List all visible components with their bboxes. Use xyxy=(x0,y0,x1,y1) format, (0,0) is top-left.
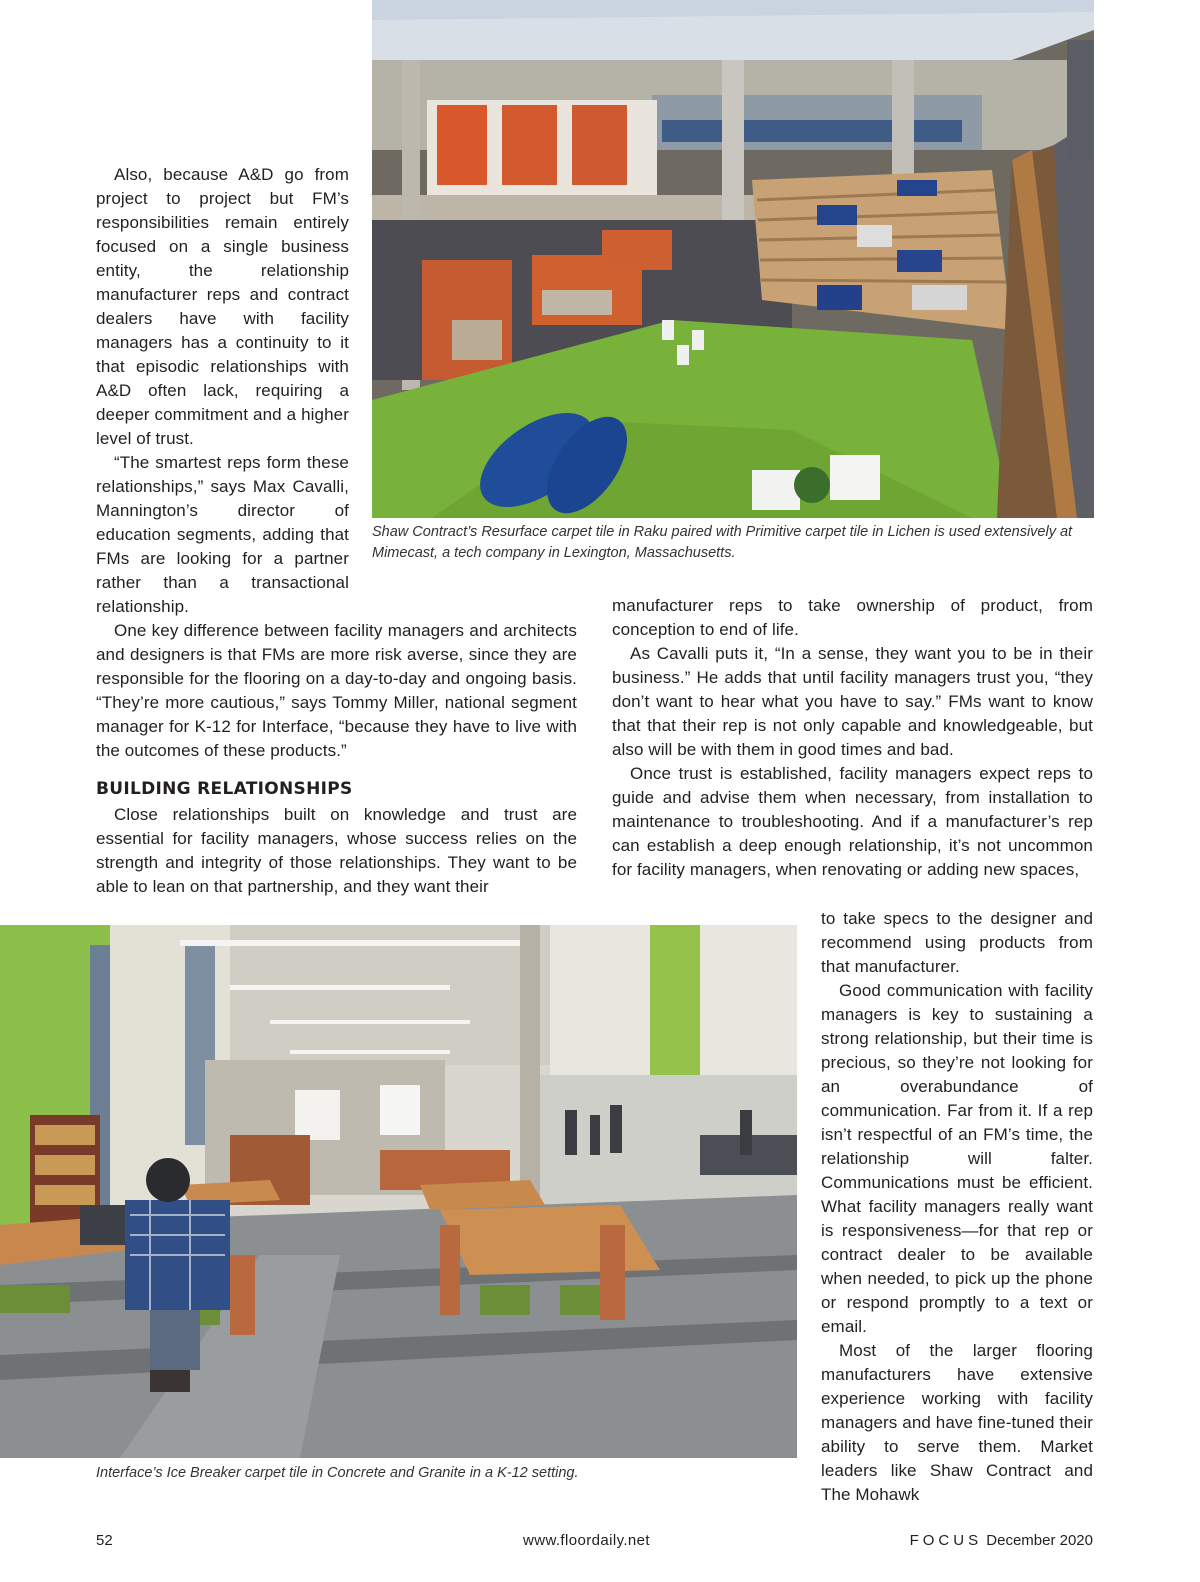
section-heading: BUILDING RELATIONSHIPS xyxy=(96,779,353,799)
photo-atrium xyxy=(372,0,1094,518)
magazine-name: FOCUS xyxy=(909,1532,983,1549)
website-url: www.floordaily.net xyxy=(523,1532,650,1549)
page-number: 52 xyxy=(96,1532,113,1549)
magazine-issue xyxy=(895,1532,1093,1549)
paragraph: Also, because A&D go from project to project but FM’s responsibilities remain entirely focused on a single business entity, the relationship manufacturer reps and contract dealers have with facility managers has a continuity to it that episodic relationships with A&D often lack, requiring a deeper commitment and a higher level of trust. xyxy=(96,165,349,448)
paragraph: Once trust is established, facility managers expect reps to guide and advise them when necessary, from installation to maintenance to troubleshooting. And if a manufacturer’s rep can establish a deep enough relationship, it’s not uncommon for facility managers, when renovating or adding new spaces, xyxy=(612,764,1093,879)
column-left-lower xyxy=(96,619,577,899)
column-right-upper xyxy=(612,594,1093,882)
photo-library-caption: Interface’s Ice Breaker carpet tile in Concrete and Granite in a K-12 setting. xyxy=(96,1465,579,1481)
paragraph: “The smartest reps form these relationships,” says Max Cavalli, Mannington’s director of education segments, adding that FMs are looking for a partner rather than a transactional relationship. xyxy=(96,453,349,616)
paragraph: As Cavalli puts it, “In a sense, they want you to be in their business.” He adds that until facility managers trust you, “they don’t want to hear what you have to say.” FMs want to know that that their rep is not only capable and knowledgeable, but also will be with them in good times and bad. xyxy=(612,644,1093,759)
column-left-upper xyxy=(96,163,349,619)
paragraph: to take specs to the designer and recommend using products from that manufacturer. xyxy=(821,909,1093,976)
column-right-lower xyxy=(821,907,1093,1507)
paragraph: Close relationships built on knowledge and trust are essential for facility managers, whose success relies on the strength and integrity of those relationships. They want to be able to lean on that partnership, and they want their xyxy=(96,805,577,896)
paragraph: manufacturer reps to take ownership of product, from conception to end of life. xyxy=(612,596,1093,639)
photo-library xyxy=(0,925,797,1458)
paragraph: Most of the larger flooring manufacturers have extensive experience working with facility managers and have fine-tuned their ability to serve them. Market leaders like Shaw Contract and The Mohawk xyxy=(821,1341,1093,1504)
photo-atrium-caption: Shaw Contract’s Resurface carpet tile in Raku paired with Primitive carpet tile in Lichen is used extensively at Mimecast, a tech company in Lexington, Massachusetts. xyxy=(372,524,1073,561)
issue-date: December 2020 xyxy=(986,1532,1093,1549)
paragraph: One key difference between facility managers and architects and designers is that FMs are more risk averse, since they are responsible for the flooring on a day-to-day and ongoing basis. “They’re more cautious,” says Tommy Miller, national segment manager for K-12 for Interface, “because they have to live with the outcomes of these products.” xyxy=(96,621,577,760)
paragraph: Good communication with facility managers is key to sustaining a strong relationship, but their time is precious, so they’re not looking for an overabundance of communication. Far from it. If a rep isn’t respectful of an FM’s time, the relationship will falter. Communications must be efficient. What facility managers really want is responsiveness—for that rep or contract dealer to be available when needed, to pick up the phone or respond promptly to a text or email. xyxy=(821,981,1093,1336)
